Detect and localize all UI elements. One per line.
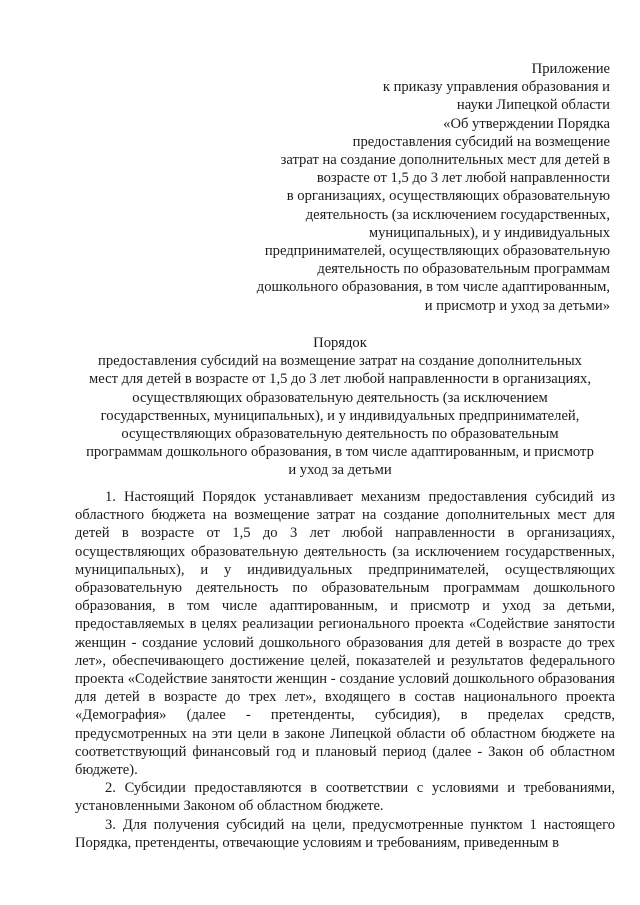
appendix-line: и присмотр и уход за детьми» [424,297,610,314]
paragraph-2: 2. Субсидии предоставляются в соответствии с условиями и требованиями, установленными Законом об областном бюджете. [75,780,615,815]
appendix-line: деятельность по образовательным программам [317,261,610,278]
appendix-line: науки Липецкой области [456,97,610,114]
appendix-line: предпринимателей, осуществляющих образовательную [264,243,610,260]
title-heading: Порядок [313,335,367,351]
title-line: предоставления субсидий на возмещение затрат на создание дополнительных [98,353,582,370]
title-line: и уход за детьми [288,462,392,479]
document-body [75,488,615,852]
title-line: мест для детей в возрасте от 1,5 до 3 лет любой направленности в организациях, [89,371,591,388]
appendix-header [210,60,610,315]
appendix-line: предоставления субсидий на возмещение [352,133,610,150]
title-line: государственных, муниципальных), и у индивидуальных предпринимателей, [100,407,580,424]
appendix-line: в организациях, осуществляющих образовательную [286,188,610,205]
appendix-line: затрат на создание дополнительных мест для детей в [280,152,610,169]
paragraph-3: 3. Для получения субсидий на цели, предусмотренные пунктом 1 настоящего Порядка, претенденты, отвечающие условиям и требованиям, приведенным в [75,816,615,851]
document-title [60,334,620,480]
appendix-line: возрасте от 1,5 до 3 лет любой направленности [316,170,610,187]
paragraph-1: 1. Настоящий Порядок устанавливает механизм предоставления субсидий из областного бюджета на возмещение затрат на создание дополнительных мест для детей в возрасте от 1,5 до 3 лет любой направленности в организациях, осуществляющих образовательную деятельность (за исключением государственных, муниципальных), и у индивидуальных предпринимателей, осуществляющих образовательную деятельность по образовательным программам дошкольного образования, в том числе адаптированным, и присмотр и уход за детьми, предоставляемых в целях реализации регионального проекта «Содействие занятости женщин - создание условий дошкольного образования для детей в возрасте до трех лет», обеспечивающего достижение целей, показателей и результатов федерального проекта «Содействие занятости женщин - создание условий дошкольного образования для детей в возрасте до трех лет», входящего в состав национального проекта «Демография» (далее - претенденты, субсидия), в пределах средств, предусмотренных на эти цели в законе Липецкой области об областном бюджете на соответствующий финансовый год и плановый период (далее - Закон об областном бюджете). [75,489,615,779]
appendix-line: к приказу управления образования и [382,79,610,96]
appendix-line: дошкольного образования, в том числе адаптированным, [256,279,610,296]
appendix-line: деятельность (за исключением государственных, [305,206,610,223]
appendix-line: муниципальных), и у индивидуальных [368,224,610,241]
appendix-line: Приложение [531,61,610,77]
title-line: осуществляющих образовательную деятельность по образовательным [121,426,559,443]
title-line: программам дошкольного образования, в том числе адаптированным, и присмотр [86,444,594,461]
title-line: осуществляющих образовательную деятельность (за исключением [132,389,548,406]
appendix-line: «Об утверждении Порядка [443,115,610,132]
